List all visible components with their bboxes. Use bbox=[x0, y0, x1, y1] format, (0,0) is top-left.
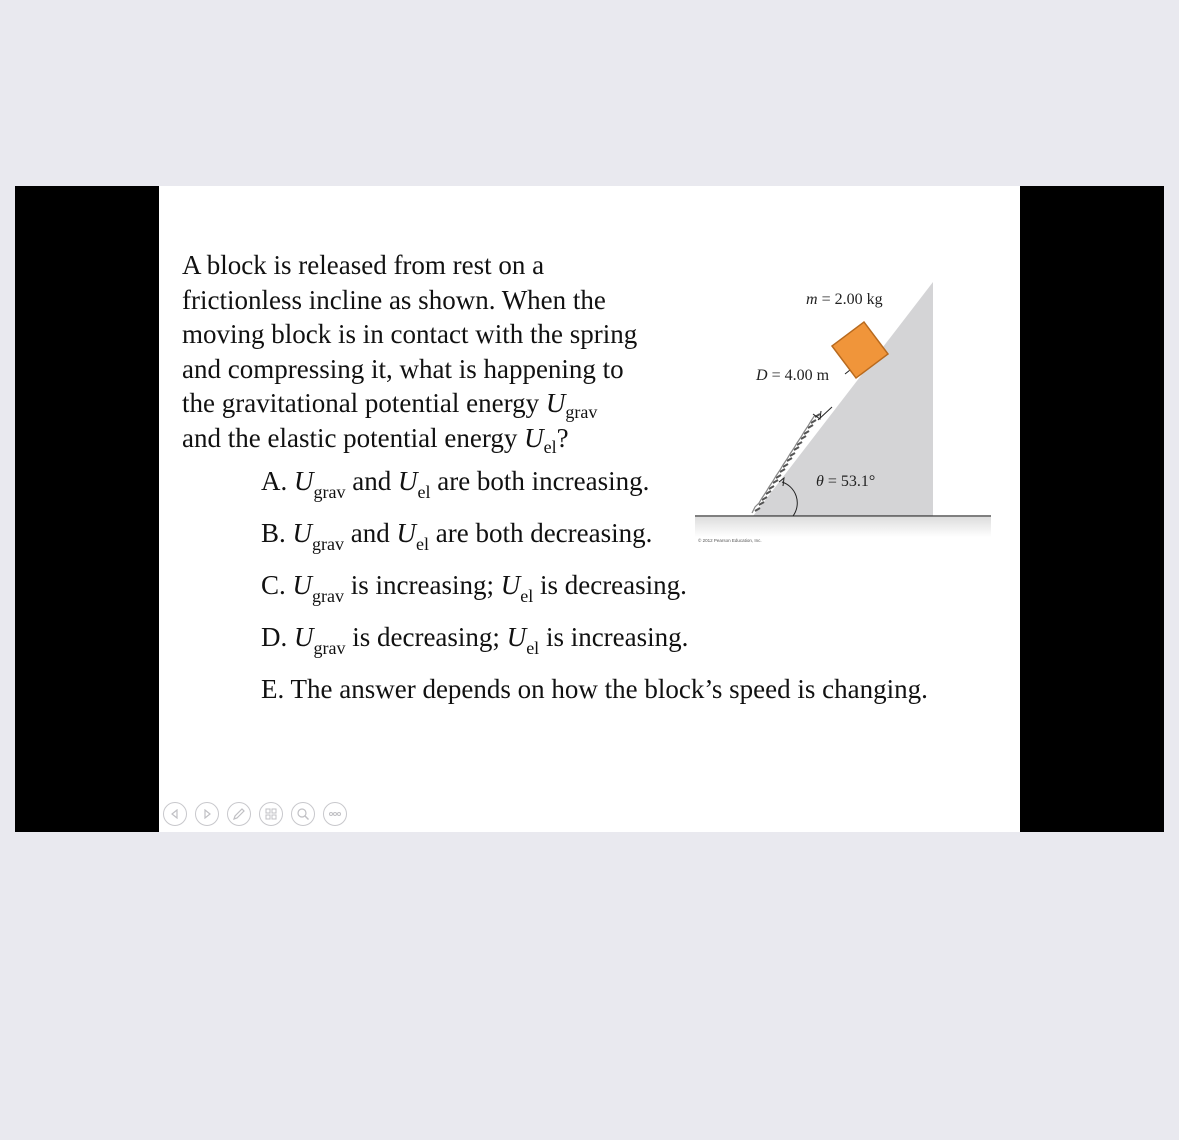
option-e[interactable]: E. The answer depends on how the block’s speed is changing. bbox=[261, 674, 928, 704]
more-button[interactable] bbox=[323, 802, 347, 826]
more-icon bbox=[328, 811, 342, 817]
slides-button[interactable] bbox=[259, 802, 283, 826]
pen-button[interactable] bbox=[227, 802, 251, 826]
u-symbol: U bbox=[524, 422, 544, 453]
copyright-notice: © 2012 Pearson Education, Inc. bbox=[698, 538, 762, 543]
presentation-viewer bbox=[15, 186, 1164, 832]
slide bbox=[159, 186, 1020, 832]
option-a[interactable]: A. $U_{grav}$ and $U_{el}$ are both increasing. bbox=[261, 466, 650, 502]
stem-line: moving block is in contact with the spring bbox=[182, 319, 638, 349]
question-stem bbox=[182, 248, 702, 455]
slide-toolbar bbox=[163, 802, 347, 828]
option-c[interactable]: C. $U_{grav}$ is increasing; $U_{el}$ is decreasing. bbox=[261, 570, 687, 606]
option-b[interactable]: B. $U_{grav}$ and $U_{el}$ are both decreasing. bbox=[261, 518, 653, 554]
stem-line: A block is released from rest on a bbox=[182, 250, 545, 280]
option-d[interactable]: D. $U_{grav}$ is decreasing; $U_{el}$ is increasing. bbox=[261, 622, 689, 658]
angle-label: θ = 53.1° bbox=[816, 473, 876, 490]
incline-figure bbox=[695, 274, 1005, 554]
stem-line: frictionless incline as shown. When the bbox=[182, 284, 606, 315]
pen-icon bbox=[232, 807, 246, 821]
distance-label: D = 4.00 m bbox=[756, 367, 830, 384]
next-button[interactable] bbox=[195, 802, 219, 826]
next-icon bbox=[202, 809, 212, 819]
stem-line: and compressing it, what is happening to bbox=[182, 353, 624, 384]
mass-label: m = 2.00 kg bbox=[806, 291, 883, 308]
u-symbol: U bbox=[545, 388, 566, 418]
slides-icon bbox=[264, 807, 278, 821]
stem-line: and the elastic potential energy $U_{el}$? bbox=[182, 422, 569, 457]
zoom-button[interactable] bbox=[291, 802, 315, 826]
ground-shadow bbox=[695, 517, 991, 537]
zoom-icon bbox=[296, 807, 310, 821]
stem-line: the gravitational potential energy $U_{grav}$ bbox=[182, 388, 598, 422]
previous-button[interactable] bbox=[163, 802, 187, 826]
el-subscript: el bbox=[543, 436, 557, 457]
previous-icon bbox=[170, 809, 180, 819]
incline-diagram bbox=[695, 274, 1005, 554]
grav-subscript: grav bbox=[565, 402, 598, 422]
